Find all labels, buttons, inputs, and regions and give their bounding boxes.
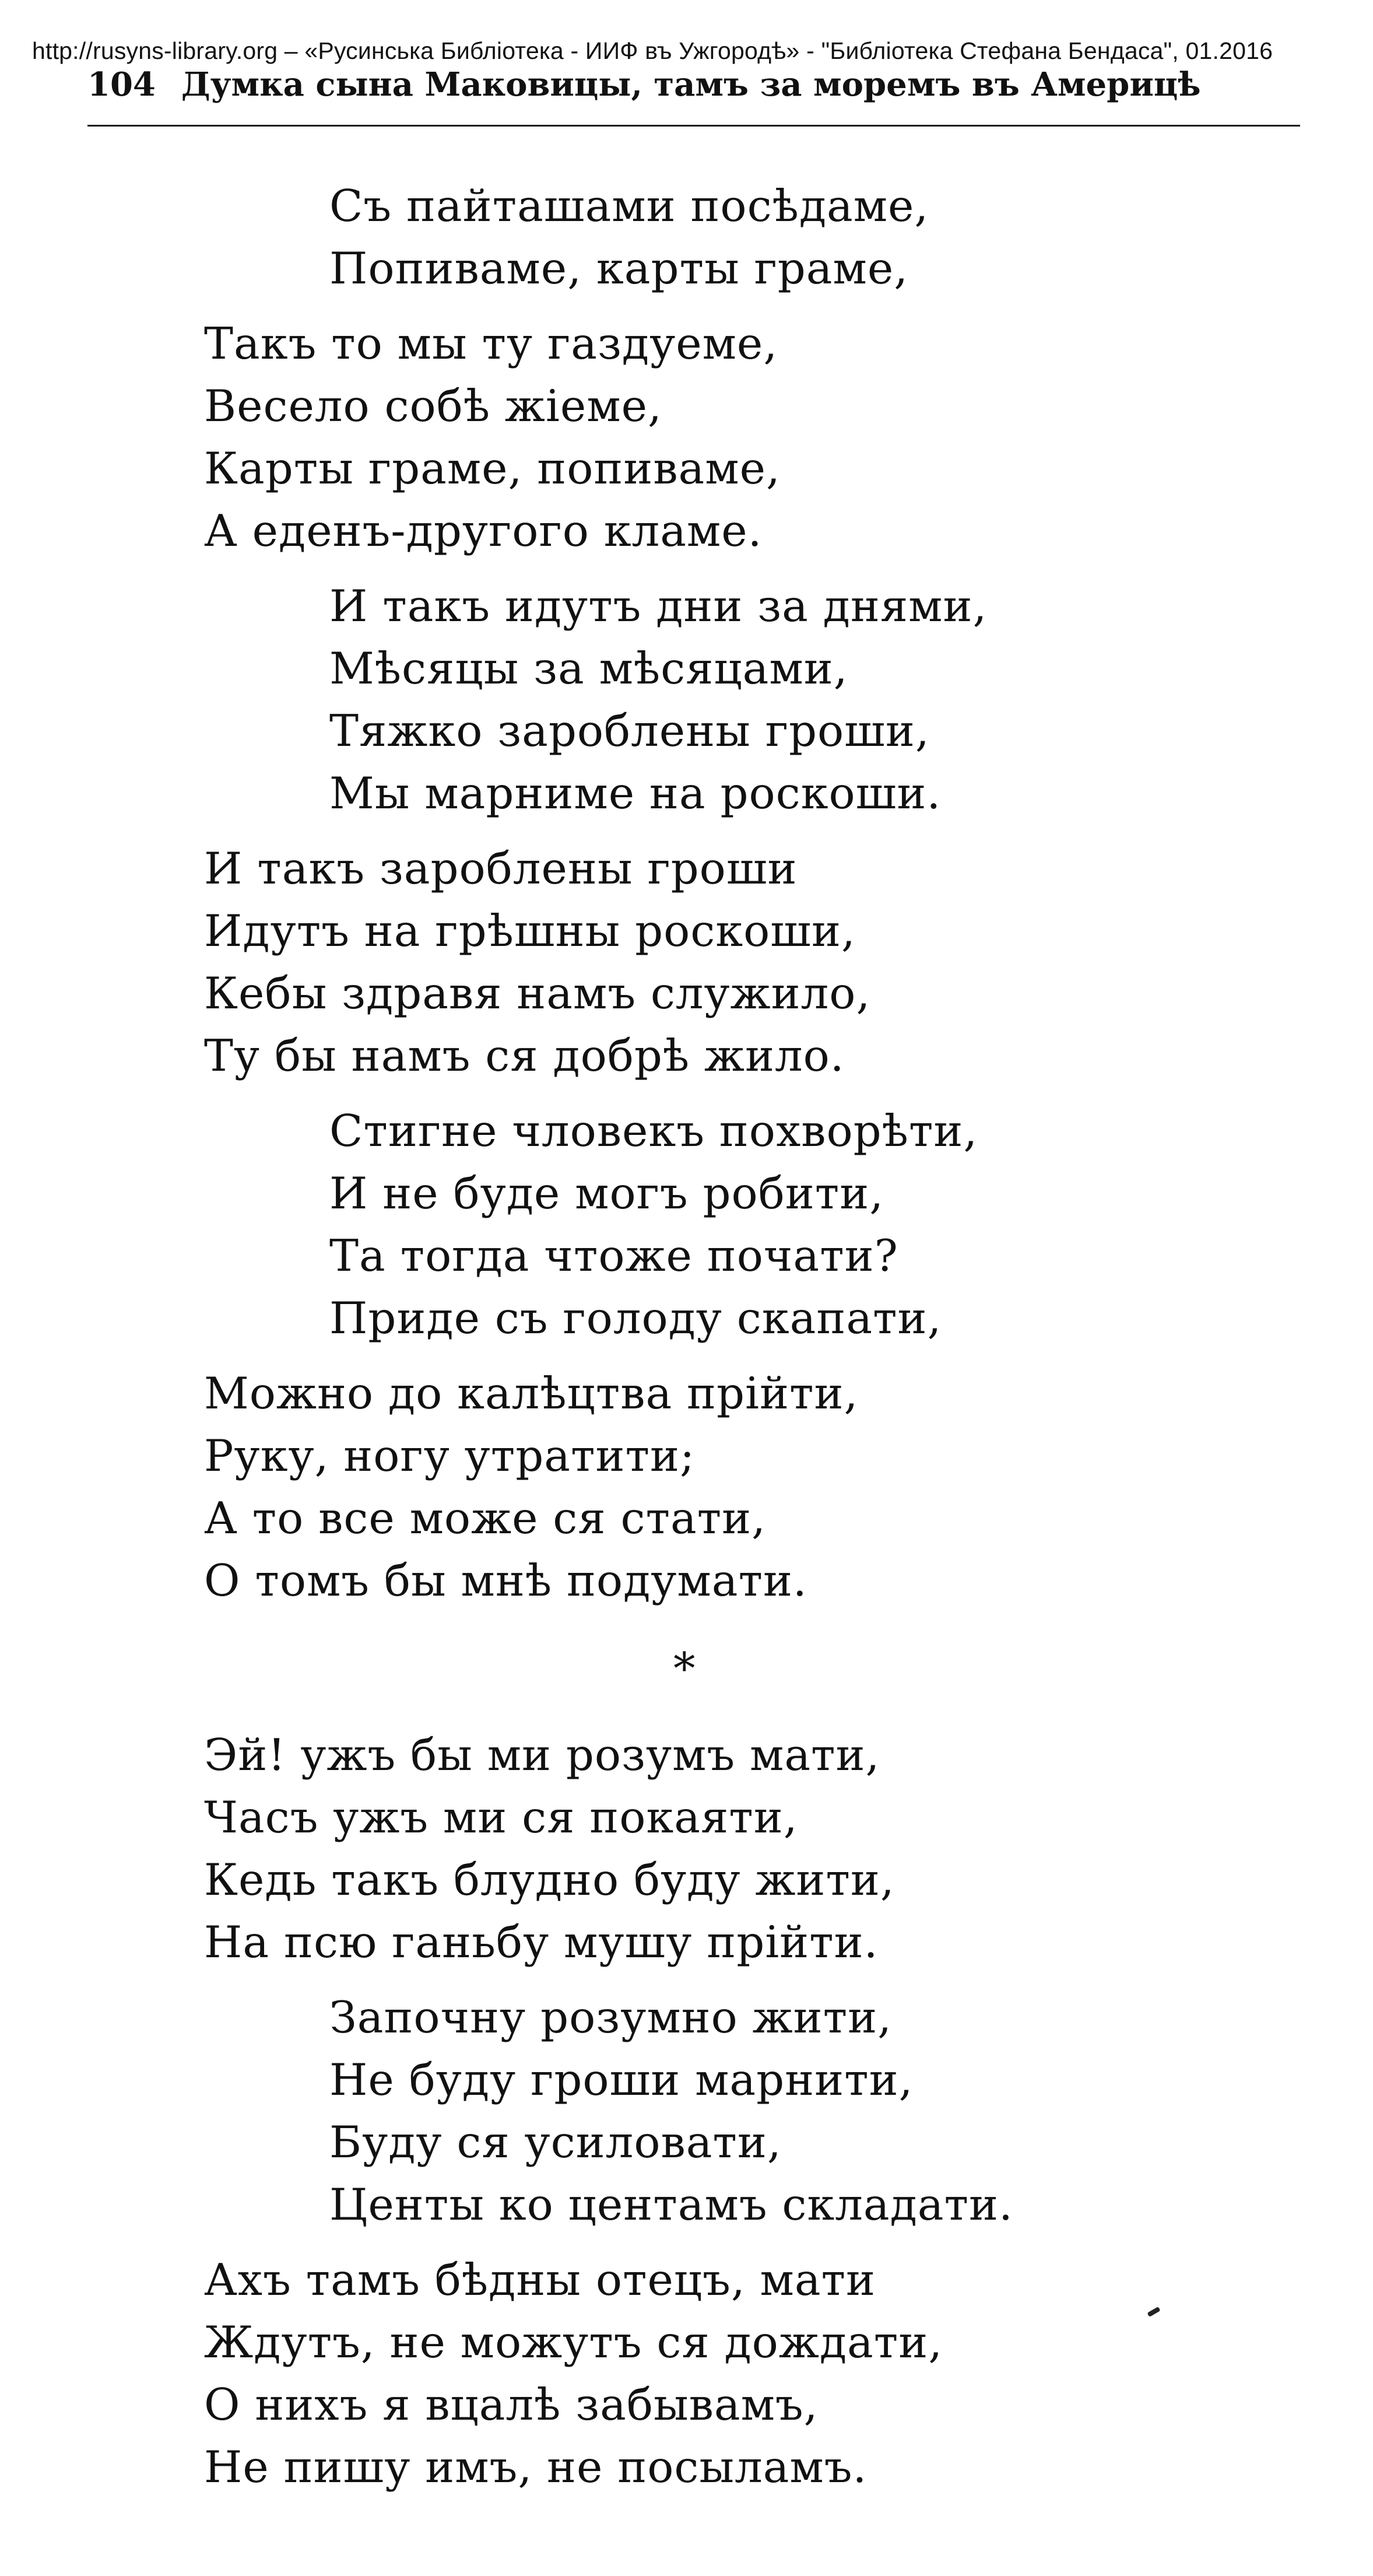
poem-line: Такъ то мы ту газдуеме,: [204, 318, 778, 369]
poem-line: Стигне чловекъ похворѣти,: [329, 1105, 978, 1156]
poem-line: Часъ ужъ ми ся покаяти,: [204, 1792, 798, 1843]
stanza: [0, 1362, 1373, 1612]
poem-line: Не пишу имъ, не посыламъ.: [204, 2441, 868, 2493]
poem-line: Руку, ногу утратити;: [204, 1430, 696, 1481]
poem-line: Ту бы намъ ся добрѣ жило.: [204, 1030, 845, 1081]
section-separator: *: [673, 1643, 696, 1694]
poem-line: Ждутъ, не можутъ ся дождати,: [204, 2316, 943, 2368]
poem-line: А то все може ся стати,: [204, 1492, 766, 1544]
stanza: [0, 175, 1373, 300]
poem-part-two: [0, 1724, 1373, 2498]
poem-line: А еденъ-другого кламе.: [204, 505, 763, 556]
poem-line: Эй! ужъ бы ми розумъ мати,: [204, 1729, 880, 1781]
poem-line: И такъ идутъ дни за днями,: [329, 580, 988, 632]
poem-line: Можно до калѣцтва прійти,: [204, 1368, 859, 1419]
poem-line: Съ пайташами посѣдаме,: [329, 180, 929, 232]
running-header: [87, 64, 1288, 105]
header-rule: [87, 125, 1300, 127]
poem-line: Мы марниме на роскоши.: [329, 767, 942, 819]
running-title: Думка сына Маковицы, тамъ за моремъ въ Америцѣ: [181, 65, 1201, 104]
poem-line: Центы ко центамъ складати.: [329, 2179, 1013, 2230]
poem-line: И не буде могъ робити,: [329, 1168, 884, 1219]
poem-line: Мѣсяцы за мѣсяцами,: [329, 643, 848, 694]
poem-line: Карты граме, попиваме,: [204, 443, 781, 494]
stanza: [0, 575, 1373, 825]
stanza: [0, 1986, 1373, 2236]
poem-line: На псю ганьбу мушу прійти.: [204, 1916, 879, 1968]
poem-line: Кебы здравя намъ служило,: [204, 968, 871, 1019]
poem-line: Идутъ на грѣшны роскоши,: [204, 905, 856, 956]
poem-line: Започну розумно жити,: [329, 1992, 892, 2043]
poem-line: И такъ зароблены гроши: [204, 843, 798, 894]
poem-line: Весело собѣ жіеме,: [204, 380, 662, 432]
stanza: [0, 1724, 1373, 1974]
poem-line: Тяжко зароблены гроши,: [329, 705, 930, 756]
poem-line: О нихъ я вцалѣ забывамъ,: [204, 2379, 819, 2430]
stanza: [0, 837, 1373, 1087]
stanza: [0, 313, 1373, 562]
poem-line: О томъ бы мнѣ подумати.: [204, 1555, 807, 1606]
poem-line: Попиваме, карты граме,: [329, 243, 909, 294]
poem-line: Не буду гроши марнити,: [329, 2054, 914, 2105]
stanza: [0, 2249, 1373, 2498]
poem-line: Буду ся усиловати,: [329, 2116, 782, 2168]
poem-line: Та тогда чтоже почати?: [329, 1230, 898, 1281]
page-number: 104: [87, 65, 156, 104]
poem-body: [0, 175, 1373, 2511]
poem-line: Ахъ тамъ бѣдны отецъ, мати: [204, 2254, 876, 2305]
poem-part-one: [0, 175, 1373, 1612]
poem-line: Приде съ голоду скапати,: [329, 1292, 942, 1344]
stanza: [0, 1100, 1373, 1350]
source-attribution: http://rusyns-library.org – «Русинська Библіотека - ИИФ въ Ужгородѣ» - "Библіотека Стефана Бендаса", 01.2016: [32, 37, 1273, 64]
poem-line: Кедь такъ блудно буду жити,: [204, 1854, 895, 1905]
